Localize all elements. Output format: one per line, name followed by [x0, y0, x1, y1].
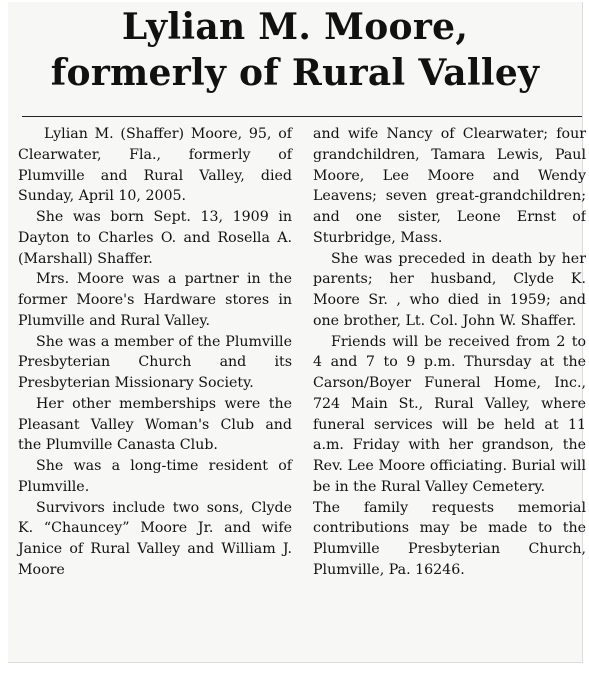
paragraph-residence: She was a long-time resident of Plumville. [18, 458, 292, 495]
paragraph-birth: She was born Sept. 13, 1909 in Dayton to Charles O. and Rosella A. (Marshall) Shaffer. [18, 209, 292, 267]
paragraph-death-notice: Lylian M. (Shaffer) Moore, 95, of Clearwater, Fla., formerly of Plumville and Rural Valley, died Sunday, April 10, 2005. [18, 126, 292, 205]
body-column-1 [18, 124, 292, 581]
body-column-2 [313, 124, 586, 664]
paragraph-survivors-continued: and wife Nancy of Clearwater; four grandchildren, Tamara Lewis, Paul Moore, Lee Moore and Wendy Leavens; seven great-grandchildren; and one sister, Leone Ernst of Sturbridge, Mass. [313, 126, 586, 246]
paragraph-memorials: The family requests memorial contributions may be made to the Plumville Presbyterian Church, Plumville, Pa. 16246. [313, 499, 586, 578]
paragraph-preceded-in-death: She was preceded in death by her parents; her husband, Clyde K. Moore Sr. , who died in 1959; and one brother, Lt. Col. John W. Shaffer. [313, 250, 586, 329]
paragraph-occupation: Mrs. Moore was a partner in the former Moore's Hardware stores in Plumville and Rural Valley. [18, 271, 292, 329]
paragraph-church: She was a member of the Plumville Presbyterian Church and its Presbyterian Missionary Society. [18, 333, 292, 391]
paragraph-services: Friends will be received from 2 to 4 and 7 to 9 p.m. Thursday at the Carson/Boyer Funeral Home, Inc., 724 Main St., Rural Valley, where funeral services will be held at 11 a.m. Friday with her grandson, the Rev. Lee Moore officiating. Burial will be in the Rural Valley Cemetery. [313, 333, 586, 495]
headline-line-2: formerly of Rural Valley [50, 52, 540, 94]
paragraph-survivors: Survivors include two sons, Clyde K. “Chauncey” Moore Jr. and wife Janice of Rural Valley and William J. Moore [18, 499, 292, 578]
paragraph-memberships: Her other memberships were the Pleasant Valley Woman's Club and the Plumville Canasta Club. [18, 395, 292, 454]
headline-line-1: Lylian M. Moore, [121, 6, 469, 48]
obituary-headline [8, 4, 582, 96]
headline-divider [22, 116, 582, 117]
